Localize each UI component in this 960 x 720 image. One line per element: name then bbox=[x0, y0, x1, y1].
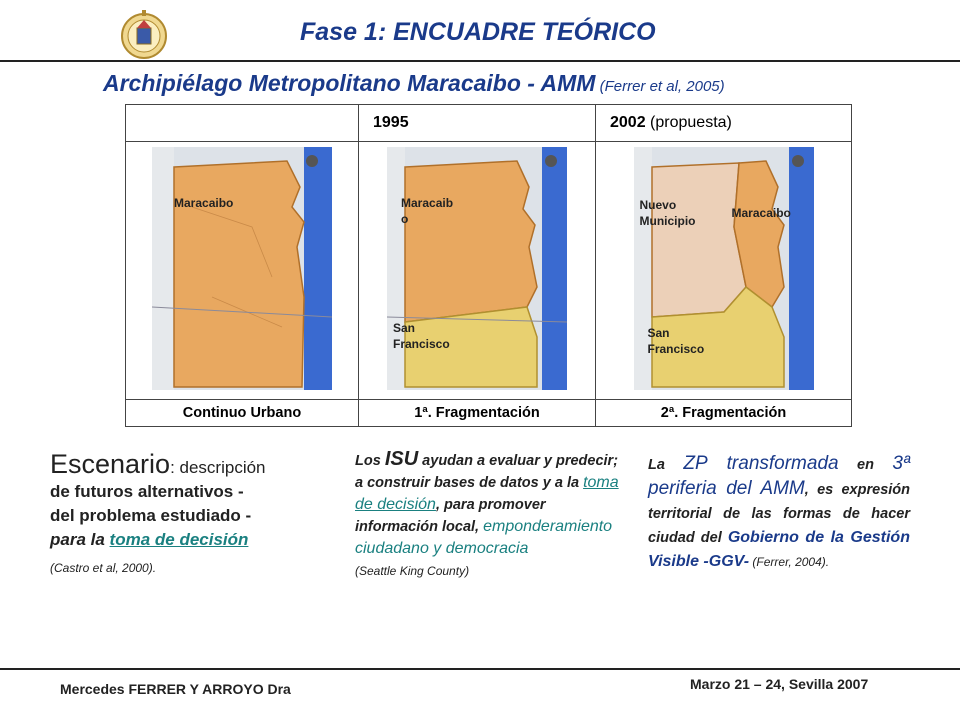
map3-label-san-francisco bbox=[648, 325, 705, 357]
scenario-definition bbox=[50, 449, 320, 580]
map3-label-maracaibo: Maracaibo bbox=[731, 205, 791, 220]
comparison-table bbox=[125, 104, 852, 427]
zp-p1: La bbox=[648, 457, 684, 473]
map-cell-1 bbox=[126, 142, 359, 400]
footer-continuo-urbano: Continuo Urbano bbox=[126, 400, 359, 427]
scenario-citation: (Castro et al, 2000). bbox=[50, 561, 157, 575]
table-header-row bbox=[126, 105, 852, 142]
scenario-line-1 bbox=[50, 449, 320, 480]
map2-label-san-francisco bbox=[393, 320, 450, 352]
scenario-line-4 bbox=[50, 528, 320, 552]
scenario-word: Escenario bbox=[50, 449, 171, 479]
footer-primera-fragmentacion: 1ª. Fragmentación bbox=[359, 400, 596, 427]
zp-p2: en bbox=[838, 457, 893, 473]
isu-p2: ayudan a evaluar y predecir; a construir bases de datos y a la bbox=[355, 453, 619, 491]
map2-label-maracaibo bbox=[401, 195, 453, 227]
scenario-line-3: del problema estudiado - bbox=[50, 506, 252, 525]
toma-de-decision-link-1[interactable]: toma de decisión bbox=[109, 530, 249, 549]
toma-de-decision-link-2[interactable]: toma de decisión bbox=[355, 474, 619, 513]
university-seal-logo bbox=[120, 6, 168, 64]
footer-author: Mercedes FERRER Y ARROYO Dra bbox=[60, 681, 291, 697]
map3-label-sf-line2: Francisco bbox=[647, 341, 705, 356]
header-1995: 1995 bbox=[359, 105, 596, 142]
slide-subtitle bbox=[103, 70, 725, 97]
isu-p3: , para promover información local, bbox=[355, 497, 546, 535]
map3-label-nuevo-municipio bbox=[640, 197, 696, 229]
isu-paragraph bbox=[355, 448, 625, 582]
header-divider bbox=[0, 60, 960, 62]
map3-label-nuevo-line1: Nuevo bbox=[639, 197, 677, 212]
footer-segunda-fragmentacion: 2ª. Fragmentación bbox=[596, 400, 852, 427]
header-empty-cell bbox=[126, 105, 359, 142]
zp-p4: , es expresión territorial de las formas de hacer ciudad del bbox=[648, 482, 910, 546]
table-footer-row bbox=[126, 400, 852, 427]
subtitle-citation: (Ferrer et al, 2005) bbox=[595, 78, 725, 95]
scenario-line-1-rest: : descripción bbox=[170, 458, 266, 477]
footer-date: Marzo 21 – 24, Sevilla 2007 bbox=[690, 676, 869, 692]
map-continuo-urbano bbox=[152, 147, 332, 390]
map-cell-3 bbox=[596, 142, 852, 400]
map2-label-sf-line1: San bbox=[393, 320, 416, 335]
header-2002 bbox=[596, 105, 852, 142]
zp-highlight: ZP transformada bbox=[683, 453, 839, 474]
map3-label-nuevo-line2: Municipio bbox=[639, 213, 696, 228]
isu-p1: Los bbox=[355, 453, 385, 469]
zp-paragraph bbox=[648, 452, 910, 574]
map2-label-maracaibo-line2: o bbox=[401, 211, 409, 226]
zp-citation: (Ferrer, 2004). bbox=[749, 555, 830, 569]
map2-label-sf-line2: Francisco bbox=[393, 336, 450, 351]
isu-teal-text: emponderamiento ciudadano y democracia bbox=[355, 518, 613, 557]
map-primera-fragmentacion bbox=[387, 147, 567, 390]
header-2002-note: (propuesta) bbox=[645, 114, 732, 131]
map1-label-maracaibo: Maracaibo bbox=[174, 195, 234, 210]
footer-divider bbox=[0, 668, 960, 670]
maps-row bbox=[126, 142, 852, 400]
map3-label-sf-line1: San bbox=[647, 325, 670, 340]
isu-citation: (Seattle King County) bbox=[355, 564, 470, 578]
scenario-line-4-prefix: para la bbox=[50, 530, 110, 549]
page-title: Fase 1: ENCUADRE TEÓRICO bbox=[300, 18, 656, 46]
scenario-line-2: de futuros alternativos - bbox=[50, 482, 244, 501]
map2-label-maracaibo-line1: Maracaib bbox=[401, 195, 454, 210]
subtitle-text: Archipiélago Metropolitano Maracaibo - AMM bbox=[103, 70, 596, 96]
zp-periferia: 3ª periferia del AMM bbox=[648, 453, 911, 499]
isu-acronym: ISU bbox=[384, 448, 419, 470]
map-segunda-fragmentacion bbox=[634, 147, 814, 390]
zp-ggv: Gobierno de la Gestión Visible -GGV- bbox=[648, 529, 910, 570]
header-2002-year: 2002 bbox=[610, 114, 646, 131]
map-cell-2 bbox=[359, 142, 596, 400]
